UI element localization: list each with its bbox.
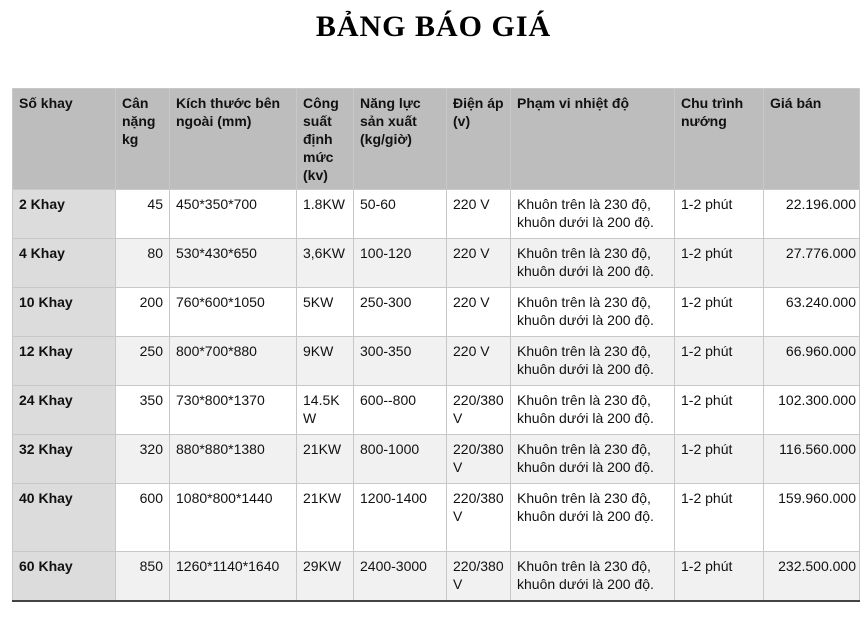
table-row: [13, 552, 860, 602]
cell-temp: Khuôn trên là 230 độ, khuôn dưới là 200 độ.: [511, 435, 675, 484]
cell-kg: 600: [116, 484, 170, 552]
cell-capacity: 250-300: [354, 288, 447, 337]
cell-temp: Khuôn trên là 230 độ, khuôn dưới là 200 độ.: [511, 288, 675, 337]
cell-size: 450*350*700: [170, 190, 297, 239]
cell-temp: Khuôn trên là 230 độ, khuôn dưới là 200 độ.: [511, 239, 675, 288]
cell-cycle: 1-2 phút: [675, 239, 764, 288]
cell-khay: 10 Khay: [13, 288, 116, 337]
table-row: [13, 435, 860, 484]
cell-power: 21KW: [297, 484, 354, 552]
cell-temp: Khuôn trên là 230 độ, khuôn dưới là 200 độ.: [511, 552, 675, 602]
table-row: [13, 484, 860, 552]
table-row: [13, 190, 860, 239]
table-header-row: [13, 89, 860, 190]
cell-khay: 4 Khay: [13, 239, 116, 288]
cell-voltage: 220/380V: [447, 386, 511, 435]
cell-capacity: 50-60: [354, 190, 447, 239]
cell-khay: 24 Khay: [13, 386, 116, 435]
header-chu-trinh: Chu trình nướng: [675, 89, 764, 190]
cell-voltage: 220 V: [447, 337, 511, 386]
cell-khay: 2 Khay: [13, 190, 116, 239]
cell-kg: 250: [116, 337, 170, 386]
cell-temp: Khuôn trên là 230 độ, khuôn dưới là 200 độ.: [511, 484, 675, 552]
cell-size: 880*880*1380: [170, 435, 297, 484]
cell-price: 116.560.000: [764, 435, 860, 484]
cell-temp: Khuôn trên là 230 độ, khuôn dưới là 200 độ.: [511, 386, 675, 435]
cell-capacity: 1200-1400: [354, 484, 447, 552]
cell-price: 22.196.000: [764, 190, 860, 239]
cell-price: 66.960.000: [764, 337, 860, 386]
table-row: [13, 239, 860, 288]
cell-kg: 320: [116, 435, 170, 484]
cell-khay: 32 Khay: [13, 435, 116, 484]
cell-cycle: 1-2 phút: [675, 552, 764, 602]
cell-capacity: 800-1000: [354, 435, 447, 484]
cell-power: 3,6KW: [297, 239, 354, 288]
cell-size: 1260*1140*1640: [170, 552, 297, 602]
cell-power: 9KW: [297, 337, 354, 386]
header-dien-ap: Điện áp (v): [447, 89, 511, 190]
cell-voltage: 220/380V: [447, 484, 511, 552]
cell-cycle: 1-2 phút: [675, 337, 764, 386]
cell-size: 800*700*880: [170, 337, 297, 386]
cell-price: 27.776.000: [764, 239, 860, 288]
cell-capacity: 100-120: [354, 239, 447, 288]
cell-cycle: 1-2 phút: [675, 288, 764, 337]
header-nang-luc: Năng lực sản xuất (kg/giờ): [354, 89, 447, 190]
price-table: [12, 88, 860, 602]
cell-cycle: 1-2 phút: [675, 386, 764, 435]
cell-size: 1080*800*1440: [170, 484, 297, 552]
cell-price: 102.300.000: [764, 386, 860, 435]
header-can-nang: Cân nặng kg: [116, 89, 170, 190]
cell-capacity: 300-350: [354, 337, 447, 386]
cell-voltage: 220/380V: [447, 435, 511, 484]
cell-khay: 12 Khay: [13, 337, 116, 386]
cell-kg: 80: [116, 239, 170, 288]
header-pham-vi-nhiet-do: Phạm vi nhiệt độ: [511, 89, 675, 190]
cell-power: 29KW: [297, 552, 354, 602]
cell-kg: 45: [116, 190, 170, 239]
cell-kg: 350: [116, 386, 170, 435]
cell-power: 5KW: [297, 288, 354, 337]
cell-capacity: 600--800: [354, 386, 447, 435]
page-title: BẢNG BÁO GIÁ: [315, 10, 552, 43]
header-kich-thuoc: Kích thước bên ngoài (mm): [170, 89, 297, 190]
cell-size: 730*800*1370: [170, 386, 297, 435]
cell-size: 530*430*650: [170, 239, 297, 288]
table-row: [13, 386, 860, 435]
table-row: [13, 288, 860, 337]
cell-cycle: 1-2 phút: [675, 190, 764, 239]
header-gia-ban: Giá bán: [764, 89, 860, 190]
table-row: [13, 337, 860, 386]
cell-power: 1.8KW: [297, 190, 354, 239]
cell-size: 760*600*1050: [170, 288, 297, 337]
cell-khay: 40 Khay: [13, 484, 116, 552]
cell-price: 159.960.000: [764, 484, 860, 552]
cell-power: 14.5KW: [297, 386, 354, 435]
cell-cycle: 1-2 phút: [675, 484, 764, 552]
header-so-khay: Số khay: [13, 89, 116, 190]
cell-temp: Khuôn trên là 230 độ, khuôn dưới là 200 độ.: [511, 337, 675, 386]
cell-power: 21KW: [297, 435, 354, 484]
cell-cycle: 1-2 phút: [675, 435, 764, 484]
cell-price: 232.500.000: [764, 552, 860, 602]
cell-kg: 850: [116, 552, 170, 602]
cell-voltage: 220 V: [447, 239, 511, 288]
cell-voltage: 220 V: [447, 190, 511, 239]
header-cong-suat: Công suất định mức (kv): [297, 89, 354, 190]
cell-voltage: 220 V: [447, 288, 511, 337]
cell-voltage: 220/380V: [447, 552, 511, 602]
cell-khay: 60 Khay: [13, 552, 116, 602]
cell-price: 63.240.000: [764, 288, 860, 337]
cell-kg: 200: [116, 288, 170, 337]
cell-temp: Khuôn trên là 230 độ, khuôn dưới là 200 độ.: [511, 190, 675, 239]
cell-capacity: 2400-3000: [354, 552, 447, 602]
